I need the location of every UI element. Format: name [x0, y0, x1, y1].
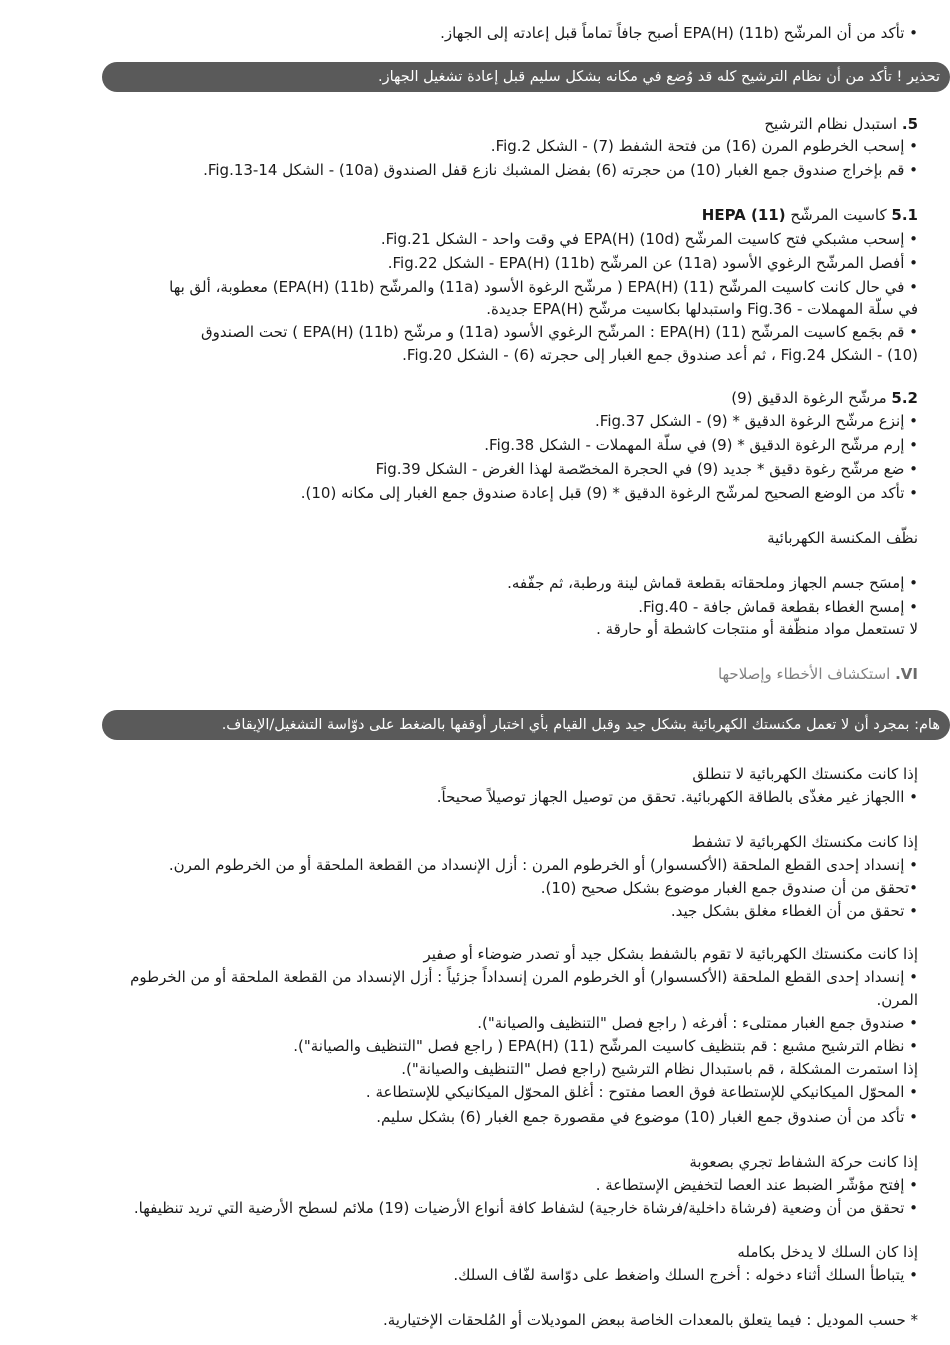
ts3-heading: إذا كانت مكنستك الكهربائية لا تقوم بالشفط بشكل جيد أو تصدر ضوضاء أو صفير — [423, 945, 918, 963]
ts4-heading: إذا كانت حركة الشفاط تجري بصعوبة — [689, 1153, 918, 1171]
section6-title: استكشاف الأخطاء وإصلاحها — [717, 665, 891, 683]
section51-number: 5.1 — [891, 206, 918, 224]
important-text: هام: بمجرد أن لا تعمل مكنستك الكهربائية بشكل جيد وقبل القيام بأي اختبار أوقفها بالضغط على دوّاسة التشغيل/الإيقاف. — [221, 717, 940, 733]
section51-line-3: • في حال كانت كاسيت المرشّح (11) (H)EPA ( مرشّح الرغوة الأسود (11a) والمرشّح (11b) (H)EPA) معطوبة، ألق بها — [169, 278, 918, 296]
ts3-line-4: • نظام الترشيح مشبع : قم بتنظيف كاسيت المرشّح (11) (H)EPA ( راجع فصل "التنظيف والصيانة"). — [293, 1037, 918, 1055]
ts1-heading: إذا كانت مكنستك الكهربائية لا تنطلق — [692, 765, 918, 783]
ts2-line-3: • تحقق من أن الغطاء مغلق بشكل جيد. — [670, 902, 918, 920]
section52-bullet-2: • إرم مرشّح الرغوة الدقيق * (9) في سلّة المهملات - الشكل Fig.38. — [484, 436, 918, 454]
ts5-heading: إذا كان السلك لا يدخل بكامله — [737, 1243, 918, 1261]
section5-bullet-1: • إسحب الخرطوم المرن (16) من فتحة الشفط (7) - الشكل Fig.2. — [490, 137, 918, 155]
section5-title: استبدل نظام الترشيح — [764, 115, 898, 133]
ts2-heading: إذا كانت مكنستك الكهربائية لا تشفط — [691, 833, 918, 851]
ts3-line-1: • إنسداد إحدى القطع الملحقة (الأكسسوار) أو الخرطوم المرن إنسداداً جزئياً : أزل الإنسداد من القطعة الملحقة أو من الخرطوم — [130, 968, 918, 986]
ts2-line-2: •تحقق من أن صندوق جمع الغبار موضوع بشكل صحيح (10). — [540, 879, 918, 897]
important-bar — [102, 710, 950, 740]
ts3-line-7: • تأكد من أن صندوق جمع الغبار (10) موضوع في مقصورة جمع الغبار (6) بشكل سليم. — [376, 1108, 918, 1126]
section51-model: HEPA (11) — [701, 206, 786, 224]
section51-line-6: (10) - الشكل Fig.24 ، ثم أعد صندوق جمع الغبار إلى حجرته (6) - الشكل Fig.20. — [402, 346, 918, 364]
section52-title: مرشّح الرغوة الدقيق (9) — [731, 389, 887, 407]
section5-bullet-2: • قم بإخراج صندوق جمع الغبار (10) من حجرته (6) بفضل المشبك نازع قفل الصندوق (10a) - الشكل Fig.13-14. — [203, 161, 918, 179]
ts3-line-6: • المحوّل الميكانيكي للإستطاعة فوق العصا مفتوح : أغلق المحوّل الميكانيكي للإستطاعة . — [365, 1083, 918, 1101]
ts2-line-1: • إنسداد إحدى القطع الملحقة (الأكسسوار) أو الخرطوم المرن : أزل الإنسداد من القطعة الملحقة أو من الخرطوم المرن. — [168, 856, 918, 874]
ts5-line-1: • يتباطأ السلك أثناء دخوله : أخرج السلك واضغط على دوّاسة لفّاف السلك. — [453, 1266, 918, 1284]
section6-heading — [100, 664, 918, 684]
section5-number: 5. — [901, 115, 918, 133]
ts3-line-3: • صندوق جمع الغبار ممتلىء : أفرغه ( راجع فصل "التنظيف والصيانة"). — [477, 1014, 918, 1032]
manual-page — [100, 0, 940, 1345]
ts4-line-1: • إفتح مؤشّر الضبط عند العصا لتخفيض الإستطاعة . — [595, 1176, 918, 1194]
section52-bullet-3: • ضع مرشّح رغوة دقيق * جديد (9) في الحجرة المخصّصة لهذا الغرض - الشكل Fig.39 — [375, 460, 918, 478]
ts1-line-1: • االجهاز غير مغذّى بالطاقة الكهربائية. تحقق من توصيل الجهاز توصيلاً صحيحاً. — [436, 788, 918, 806]
clean-heading: نظّف المكنسة الكهربائية — [767, 529, 918, 547]
warning-bar — [102, 62, 950, 92]
footnote: * حسب الموديل : فيما يتعلق بالمعدات الخاصة ببعض الموديلات أو المُلحقات الإختيارية. — [382, 1311, 918, 1329]
clean-line-3: لا تستعمل مواد منظّفة أو منتجات كاشطة أو حارقة . — [596, 620, 918, 638]
section51-line-2: • أفصل المرشّح الرغوي الأسود (11a) عن المرشّح (11b) (H)EPA - الشكل Fig.22. — [387, 254, 918, 272]
section51-heading — [100, 205, 918, 225]
section6-number: VI. — [895, 665, 918, 683]
warning-text: تحذير ! تأكد من أن نظام الترشيح كله قد وُضع في مكانه بشكل سليم قبل إعادة تشغيل الجهاز. — [378, 69, 940, 85]
section51-line-1: • إسحب مشبكي فتح كاسيت المرشّح (10d) (H)EPA في وقت واحد - الشكل Fig.21. — [380, 230, 918, 248]
bullet-dry-filter: • تأكد من أن المرشّح (11b) (H)EPA أصبح جافاً تماماً قبل إعادته إلى الجهاز. — [440, 24, 918, 42]
clean-line-2: • إمسح الغطاء بقطعة قماش جافة - Fig.40. — [638, 598, 918, 616]
section52-bullet-1: • إنزع مرشّح الرغوة الدقيق * (9) - الشكل Fig.37. — [595, 412, 918, 430]
section52-number: 5.2 — [891, 389, 918, 407]
section51-line-5: • قم بجَمع كاسيت المرشّح (11) (H)EPA : المرشّح الرغوي الأسود (11a) و مرشّح (11b) (H)EPA ) تحت الصندوق — [201, 323, 918, 341]
ts3-line-2: المرن. — [876, 991, 918, 1009]
section51-title: كاسيت المرشّح — [790, 206, 887, 224]
section52-heading — [100, 388, 918, 408]
section51-line-4: في سلّة المهملات - Fig.36 واستبدلها بكاسيت مرشّح (H)EPA جديدة. — [486, 300, 918, 318]
section5-heading — [100, 114, 918, 134]
clean-line-1: • إمسَح جسم الجهاز وملحقاته بقطعة قماش لينة ورطبة، ثم جفّفه. — [507, 574, 918, 592]
ts4-line-2: • تحقق من أن وضعية (فرشاة داخلية/فرشاة خارجية) لشفاط كافة أنواع الأرضيات (19) ملائم لسطح الأرضية التي تريد تنظيفها. — [133, 1199, 918, 1217]
section52-bullet-4: • تأكد من الوضع الصحيح لمرشّح الرغوة الدقيق * (9) قبل إعادة صندوق جمع الغبار إلى مكانه (10). — [300, 484, 918, 502]
ts3-line-5: إذا استمرت المشكلة ، قم باستبدال نظام الترشيح (راجع فصل "التنظيف والصيانة"). — [401, 1060, 918, 1078]
